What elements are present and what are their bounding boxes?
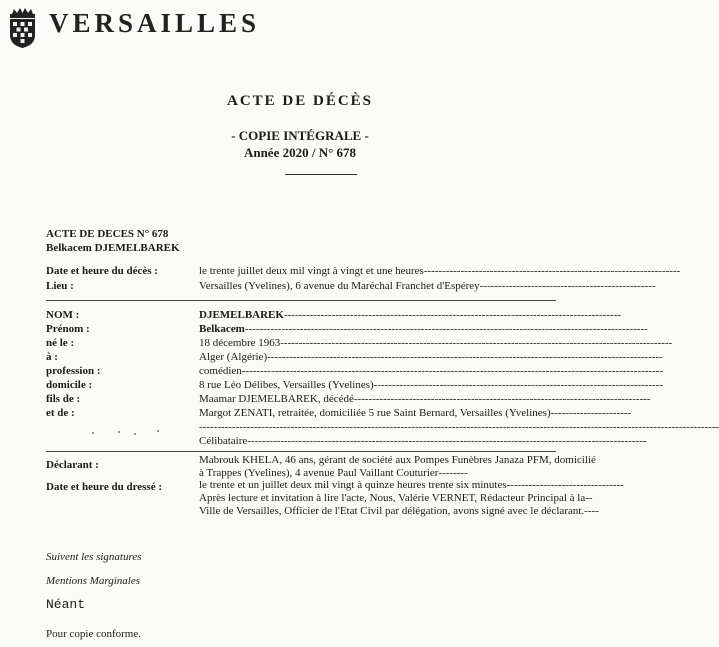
fils-label: fils de : — [46, 393, 81, 405]
death-datetime-value: le trente juillet deux mil vingt à vingt et une heures — [199, 265, 424, 277]
drawn-line-1: le trente et un juillet deux mil vingt à quinze heures trente six minutes — [199, 479, 507, 491]
a-label: à : — [46, 351, 58, 363]
drawn-line-2: Après lecture et invitation à lire l'acte, Nous, Valérie VERNET, Rédacteur Principal à la — [199, 492, 586, 504]
drawn-line-1-row: le trente et un juillet deux mil vingt à quinze heures trente six minutes-------------------------------- — [199, 479, 624, 491]
death-datetime-label: Date et heure du décès : — [46, 265, 158, 277]
etde-row: Margot ZENATI, retraitée, domiciliée 5 rue Saint Bernard, Versailles (Yvelines)---------------------- — [199, 407, 632, 419]
profession-row: comédien------------------------------------------------------------------------------------------------------------------- — [199, 365, 664, 377]
declarant-line-2: à Trappes (Yvelines), 4 avenue Paul Vaillant Couturier — [199, 467, 439, 479]
city-name: VERSAILLES — [49, 8, 261, 38]
scan-speck — [134, 433, 136, 435]
drawn-line-2-row: Après lecture et invitation à lire l'acte, Nous, Valérie VERNET, Rédacteur Principal à la-- — [199, 492, 593, 504]
domicile-value: 8 rue Léo Délibes, Versailles (Yvelines) — [199, 379, 374, 391]
etde-value: Margot ZENATI, retraitée, domiciliée 5 rue Saint Bernard, Versailles (Yvelines) — [199, 407, 551, 419]
filler-dashes: ---------------------------------------------------------------------- — [423, 265, 681, 277]
act-person-name: Belkacem DJEMELBAREK — [46, 242, 180, 254]
a-row: Alger (Algérie)------------------------------------------------------------------------------------------------------------ — [199, 351, 663, 363]
nom-row: DJEMELBAREK-------------------------------------------------------------------------------------------- — [199, 309, 621, 321]
death-place-value: Versailles (Yvelines), 6 avenue du Maréchal Franchet d'Espérey — [199, 280, 480, 292]
prenom-label: Prénom : — [46, 323, 90, 335]
section-divider — [46, 451, 556, 452]
death-place-row — [199, 280, 656, 292]
marginal-mentions-heading: Mentions Marginales — [46, 575, 140, 587]
death-place-label: Lieu : — [46, 280, 74, 292]
civil-status-value: Célibataire — [199, 435, 248, 447]
scan-speck — [118, 431, 120, 433]
signatures-note: Suivent les signatures — [46, 551, 142, 563]
domicile-label: domicile : — [46, 379, 93, 391]
section-divider — [46, 300, 556, 301]
title-divider — [285, 174, 357, 175]
drawn-datetime-label: Date et heure du dressé : — [46, 481, 162, 493]
ne-label: né le : — [46, 337, 75, 349]
drawn-line-3: Ville de Versailles, Officier de l'Etat Civil par délégation, avons signé avec le déclarant. — [199, 505, 585, 517]
prenom-value: Belkacem — [199, 323, 245, 335]
profession-value: comédien — [199, 365, 242, 377]
a-value: Alger (Algérie) — [199, 351, 268, 363]
profession-label: profession : — [46, 365, 101, 377]
drawn-line-3-row: Ville de Versailles, Officier de l'Etat Civil par délégation, avons signé avec le déclarant.---- — [199, 505, 599, 517]
domicile-row: 8 rue Léo Délibes, Versailles (Yvelines)------------------------------------------------------------------------------- — [199, 379, 664, 391]
fils-value: Maamar DJEMELBAREK, décédé — [199, 393, 354, 405]
year-number: Année 2020 / N° 678 — [243, 145, 357, 160]
scan-speck — [92, 432, 94, 434]
declarant-line-2-row: à Trappes (Yvelines), 4 avenue Paul Vaillant Couturier-------- — [199, 467, 468, 479]
civil-status-row: Célibataire------------------------------------------------------------------------------------------------------------- — [199, 435, 647, 447]
declarant-label: Déclarant : — [46, 459, 99, 471]
prenom-row: Belkacem-------------------------------------------------------------------------------------------------------------- — [199, 323, 648, 335]
certified-copy-note: Pour copie conforme. — [46, 628, 141, 640]
death-datetime-row — [199, 265, 681, 277]
nom-label: NOM : — [46, 309, 80, 321]
marginal-mentions-value: Néant — [46, 597, 86, 612]
versailles-coat-of-arms-icon — [8, 8, 37, 48]
document-title: ACTE DE DÉCÈS — [226, 93, 374, 109]
declarant-line-1: Mabrouk KHELA, 46 ans, gérant de société aux Pompes Funèbres Janaza PFM, domicilié — [199, 454, 596, 466]
nom-value: DJEMELBAREK — [199, 309, 284, 321]
filler-dashes: ------------------------------------------------ — [479, 280, 656, 292]
fils-row: Maamar DJEMELBAREK, décédé--------------------------------------------------------------------------------- — [199, 393, 651, 405]
etde-label: et de : — [46, 407, 75, 419]
act-number: ACTE DE DECES N° 678 — [46, 228, 169, 240]
copy-type: - COPIE INTÉGRALE - — [231, 128, 369, 143]
blank-dashed-line: ---------------------------------------------------------------------------------------------------------------------------------------------- — [199, 421, 719, 433]
scan-speck — [157, 430, 159, 432]
ne-value: 18 décembre 1963 — [199, 337, 281, 349]
ne-row: 18 décembre 1963----------------------------------------------------------------------------------------------------------- — [199, 337, 673, 349]
